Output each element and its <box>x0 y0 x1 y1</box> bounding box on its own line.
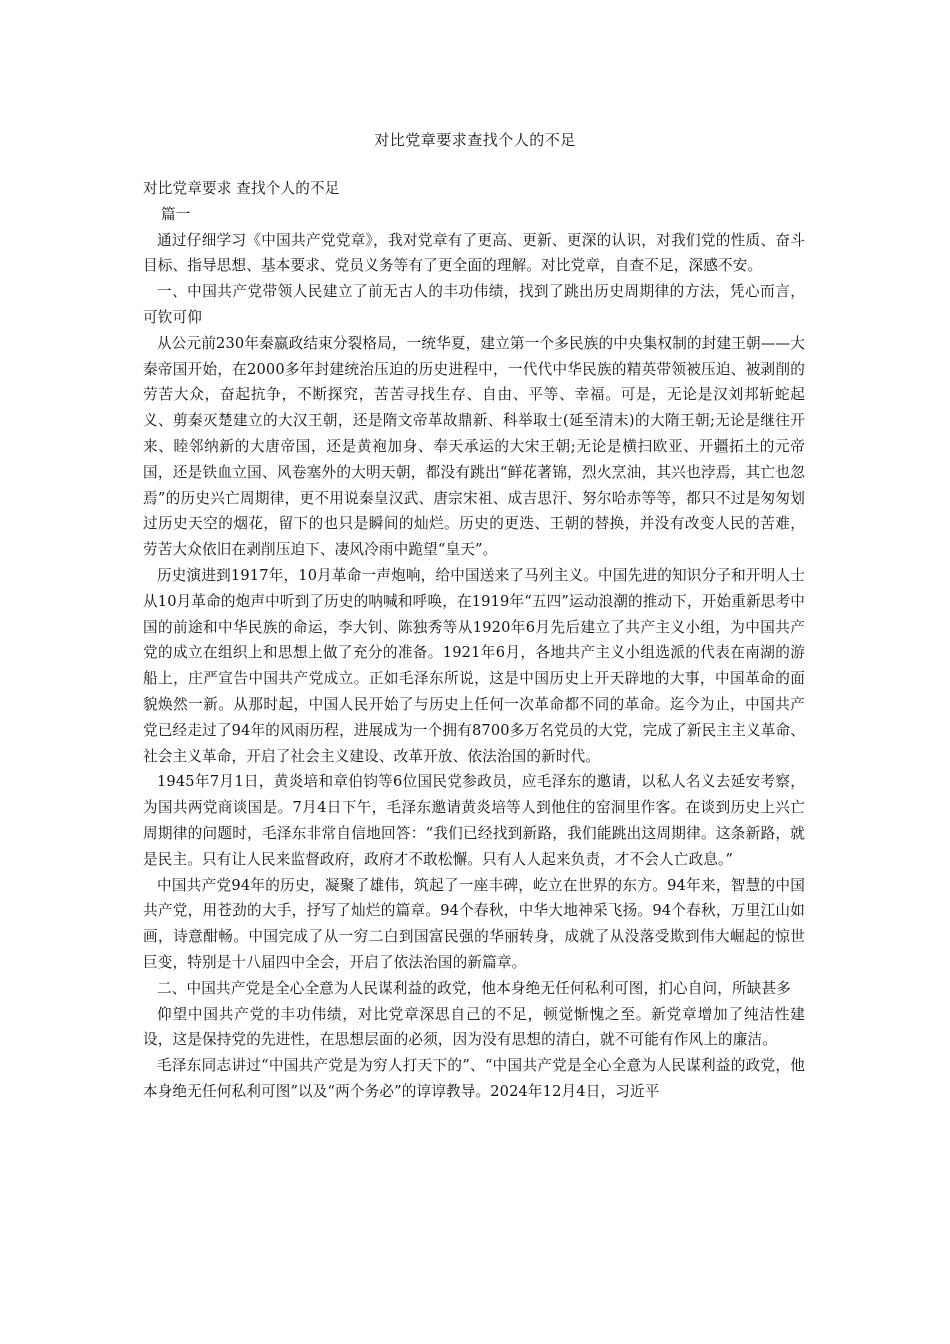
paragraph: 中国共产党94年的历史，凝聚了雄伟，筑起了一座丰碑，屹立在世界的东方。94年来，智慧的中国共产党，用苍劲的大手，抒写了灿烂的篇章。94个春秋，中华大地神采飞扬。94个春秋，万里江山如画，诗意酣畅。中国完成了从一穷二白到国富民强的华丽转身，成就了从没落受欺到伟大崛起的惊世巨变，特别是十八届四中全会，开启了依法治国的新篇章。 <box>143 876 805 971</box>
section-label: 篇一 <box>161 205 191 223</box>
paragraph: 历史演进到1917年，10月革命一声炮响，给中国送来了马列主义。中国先进的知识分子和开明人士从10月革命的炮声中听到了历史的呐喊和呼唤，在1919年“五四”运动浪潮的推动下，开始重新思考中国的前途和中华民族的命运，李大钊、陈独秀等从1920年6月先后建立了共产主义小组，为中国共产党的成立在组织上和思想上做了充分的准备。1921年6月，各地共产主义小组选派的代表在南湖的游船上，庄严宣告中国共产党成立。正如毛泽东所说，这是中国历史上开天辟地的大事，中国革命的面貌焕然一新。从那时起，中国人民开始了与历史上任何一次革命都不同的革命。迄今为止，中国共产党已经走过了94年的风雨历程，进展成为一个拥有8700多万名党员的大党，完成了新民主主义革命、社会主义革命，开启了社会主义建设、改革开放、依法治国的新时代。 <box>143 566 805 765</box>
paragraph: 通过仔细学习《中国共产党党章》，我对党章有了更高、更新、更深的认识，对我们党的性质、奋斗目标、指导思想、基本要求、党员义务等有了更全面的理解。对比党章，自查不足，深感不安。 <box>143 231 805 275</box>
document-body <box>143 176 805 1105</box>
paragraph: 仰望中国共产党的丰功伟绩，对比党章深思自己的不足，顿觉惭愧之至。新党章增加了纯洁性建设，这是保持党的先进性，在思想层面的必须，因为没有思想的清白，就不可能有作风上的廉洁。 <box>143 1005 805 1049</box>
paragraph: 从公元前230年秦嬴政结束分裂格局，一统华夏，建立第一个多民族的中央集权制的封建王朝——大秦帝国开始，在2000多年封建统治压迫的历史进程中，一代代中华民族的精英带领被压迫、被剥削的劳苦大众，奋起抗争，不断探究，苦苦寻找生存、自由、平等、幸福。可是，无论是汉刘邦斩蛇起义、剪秦灭楚建立的大汉王朝，还是隋文帝革故鼎新、科举取士(延至清末)的大隋王朝;无论是继往开来、睦邻纳新的大唐帝国，还是黄袍加身、奉天承运的大宋王朝;无论是横扫欧亚、开疆拓土的元帝国，还是铁血立国、风卷塞外的大明天朝，都没有跳出“鲜花著锦，烈火烹油，其兴也浡焉，其亡也忽焉”的历史兴亡周期律，更不用说秦皇汉武、唐宗宋祖、成吉思汗、努尔哈赤等等，都只不过是匆匆划过历史天空的烟花，留下的也只是瞬间的灿烂。历史的更迭、王朝的替换，并没有改变人民的苦难，劳苦大众依旧在剥削压迫下、凄风冷雨中跪望“皇天”。 <box>143 334 805 559</box>
document-title: 对比党章要求查找个人的不足 <box>374 131 576 149</box>
section-heading: 一、中国共产党带领人民建立了前无古人的丰功伟绩，找到了跳出历史周期律的方法，凭心而言，可钦可仰 <box>143 283 805 326</box>
paragraph: 1945年7月1日，黄炎培和章伯钧等6位国民党参政员，应毛泽东的邀请，以私人名义去延安考察，为国共两党商谈国是。7月4日下午，毛泽东邀请黄炎培等人到他住的窑洞里作客。在谈到历史上兴亡周期律的问题时，毛泽东非常自信地回答：“我们已经找到新路，我们能跳出这周期律。这条新路，就是民主。只有让人民来监督政府，政府才不敢松懈。只有人人起来负责，才不会人亡政息。” <box>143 773 805 868</box>
paragraph: 毛泽东同志讲过“中国共产党是为穷人打天下的”、“中国共产党是全心全意为人民谋利益的政党，他本身绝无任何私利可图”以及“两个务必”的谆谆教导。2024年12月4日，习近平 <box>143 1057 805 1100</box>
document-subtitle: 对比党章要求 查找个人的不足 <box>143 180 340 197</box>
section-heading: 二、中国共产党是全心全意为人民谋利益的政党，他本身绝无任何私利可图，扪心自问，所缺甚多 <box>157 979 791 997</box>
